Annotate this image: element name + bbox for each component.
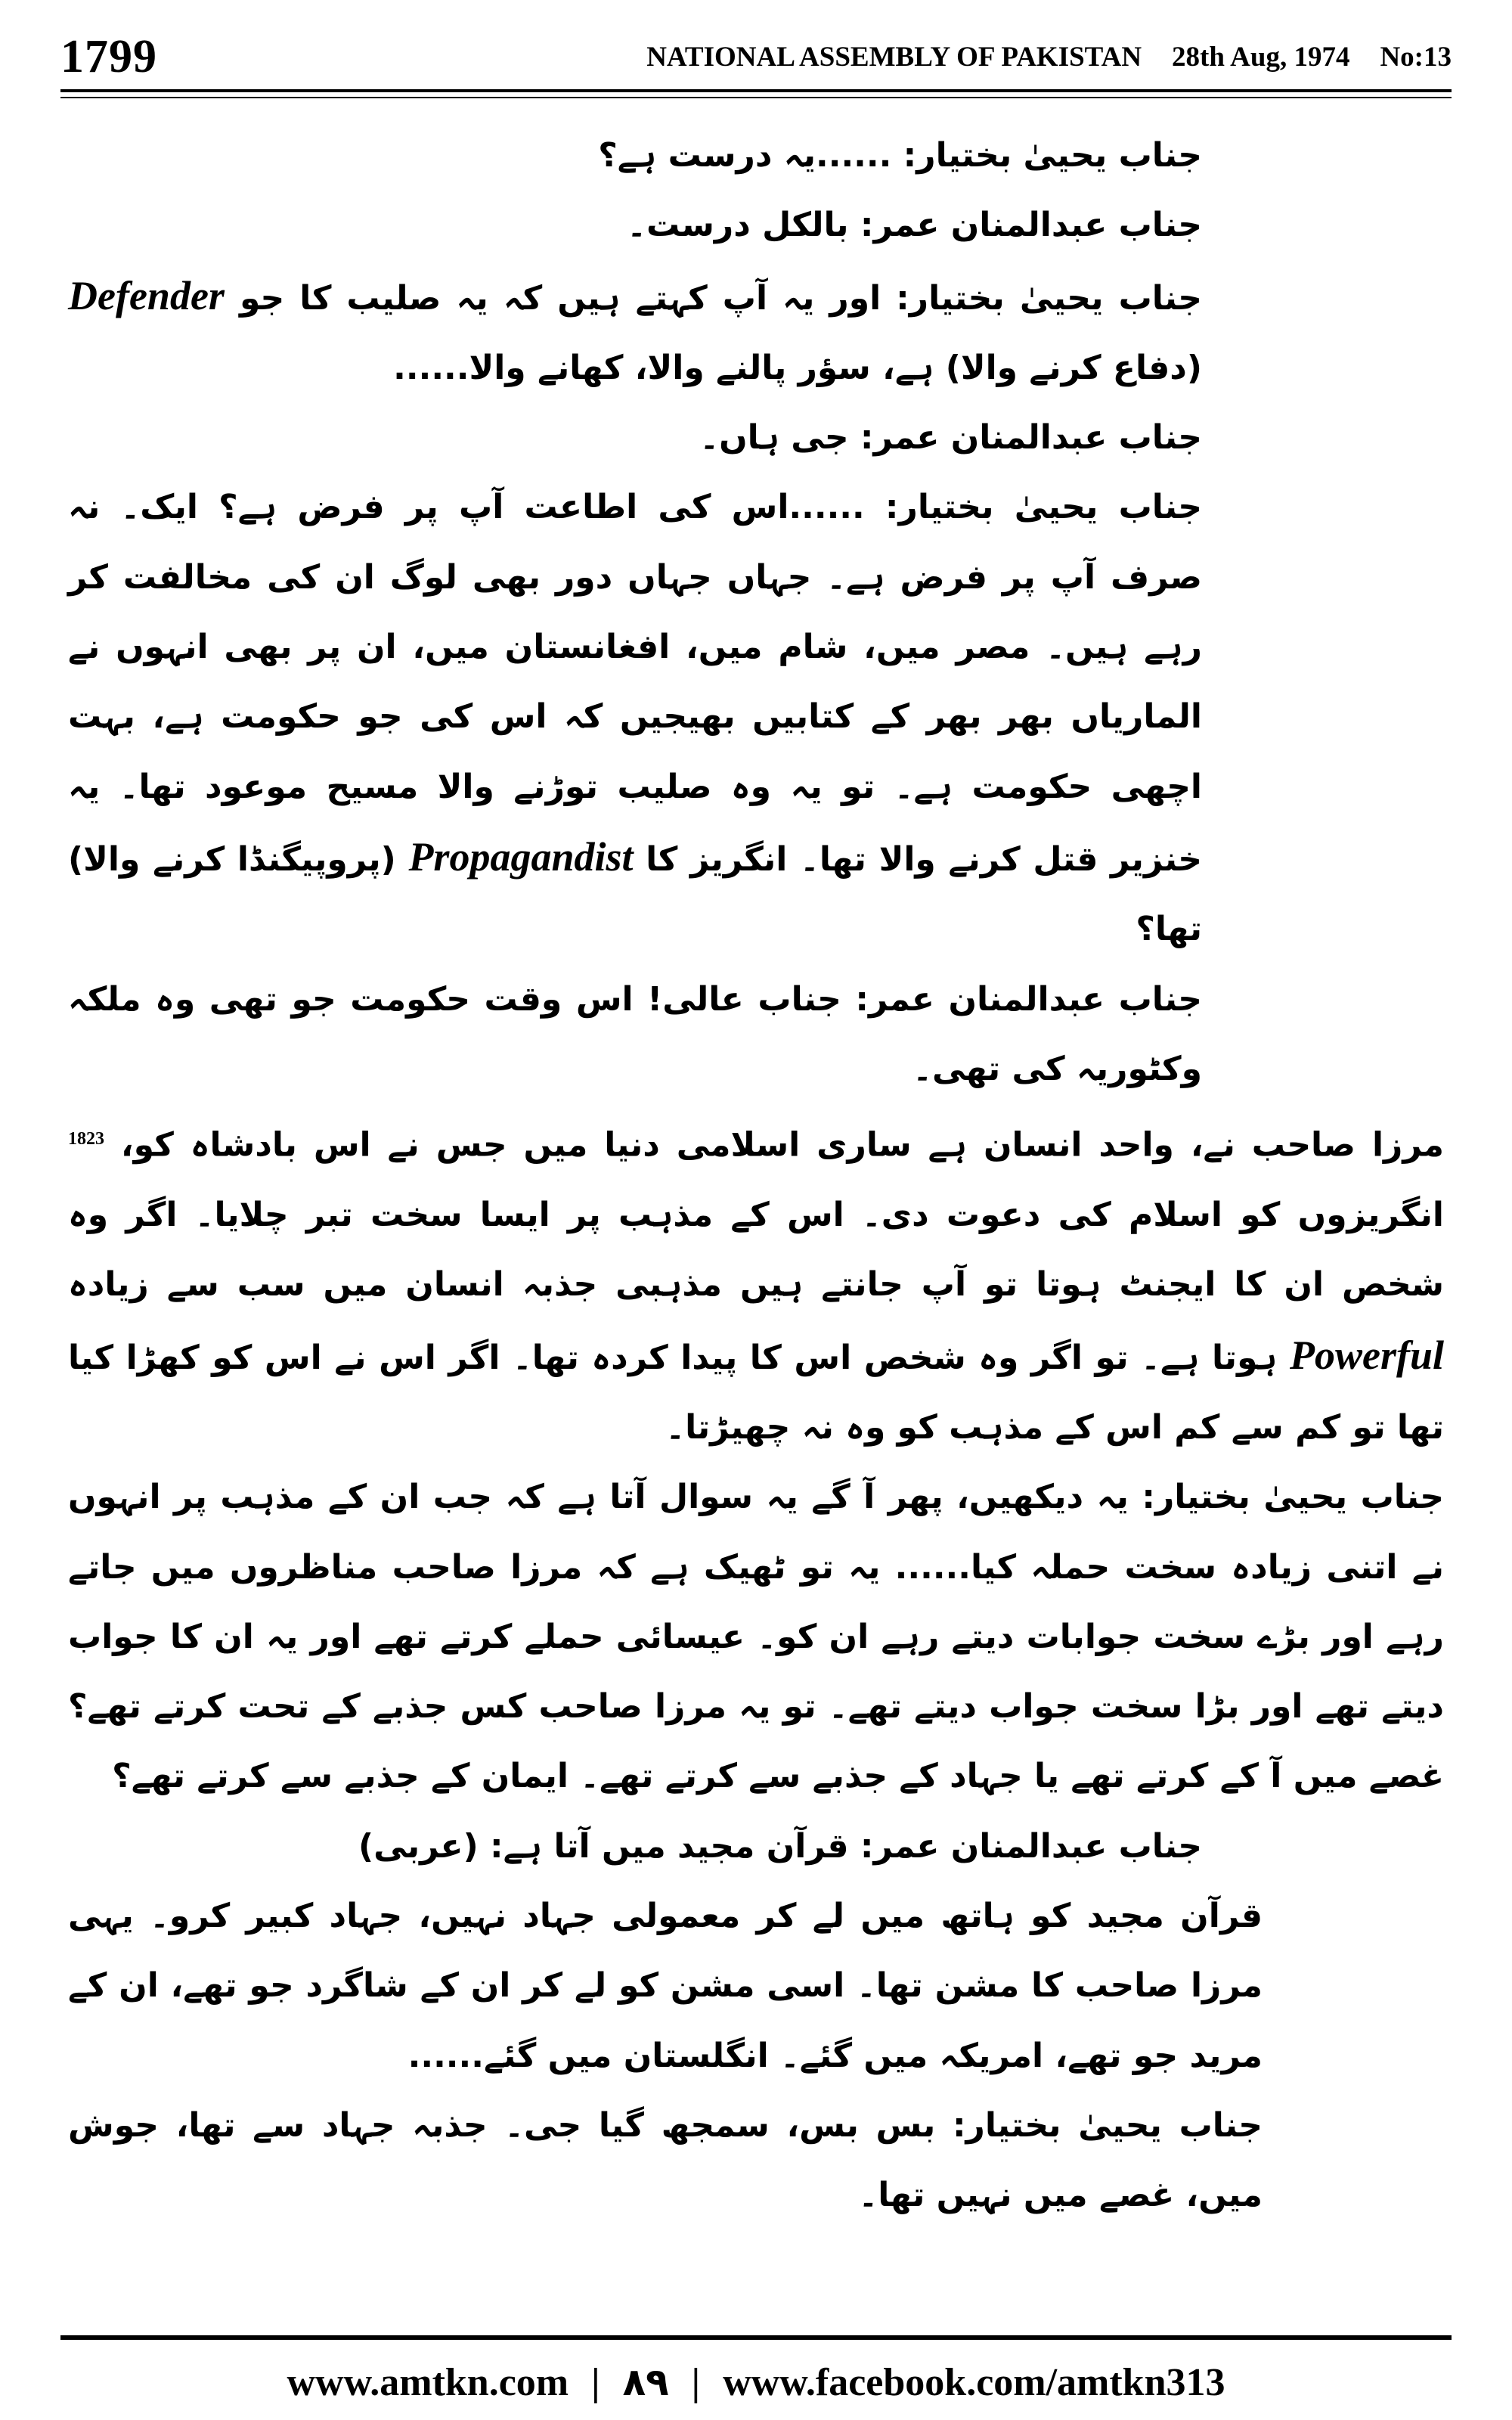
paragraph: جناب یحییٰ بختیار: ......یہ درست ہے؟ [598, 136, 1202, 175]
paragraph: جناب یحییٰ بختیار: بس بس، سمجھ گیا جی۔ جذبہ جہاد سے تھا، جوش میں، غصے میں نہیں تھا۔ [68, 2105, 1263, 2215]
issue-number: No:13 [1380, 41, 1452, 73]
paragraph [68, 1882, 1444, 2091]
publication-title: NATIONAL ASSEMBLY OF PAKISTAN [646, 41, 1142, 73]
speech-text: قرآن مجید میں آتا ہے: (عربی) [358, 1826, 849, 1866]
header-meta [646, 41, 1452, 73]
english-term: Defender [68, 272, 225, 318]
speaker-name: جناب عبدالمنان عمر [873, 1826, 1202, 1866]
paragraph: جناب یحییٰ بختیار: یہ دیکھیں، پھر آ گے یہ سوال آتا ہے کہ جب ان کے مذہب پر انہوں نے اتنی زیادہ سخت حملہ کیا...... یہ تو ٹھیک ہے کہ مرزا صاحب مناظروں میں جاتے رہے اور بڑے سخت جوابات دیتے رہے ان کو۔ عیسائی حملے کرتے تھے اور یہ ان کا جواب دیتے تھے اور بڑا سخت جواب دیتے تھے۔ تو یہ مرزا صاحب کس جذبے کے تحت کرتے تھے؟ غصے میں آ کے کرتے تھے یا جہاد کے جذبے سے کرتے تھے۔ ایمان کے جذبے سے کرتے تھے؟ [68, 1478, 1444, 1796]
page-header [60, 30, 1452, 83]
footer-rule [60, 2335, 1452, 2340]
speech-text: ......اس کی اطاعت آپ پر فرض ہے؟ ایک۔ نہ صرف آپ پر فرض ہے۔ جہاں جہاں دور بھی لوگ ان کی مخالفت کر رہے ہیں۔ مصر میں، شام میں، افغانستان میں، ان پر بھی انہوں نے الماریاں بھر بھر کے کتابیں بھیجیں کہ اس کی جو حکومت ہے، بہت اچھی حکومت ہے۔ تو یہ وہ صلیب توڑنے والا مسیح موعود تھا۔ یہ خنزیر قتل کرنے والا تھا۔ انگریز کا [68, 488, 1202, 879]
speech-text: جی ہاں۔ [699, 418, 849, 458]
paragraph: جناب عبدالمنان عمر: بالکل درست۔ [627, 206, 1202, 245]
speech-text: انگریزوں کو اسلام کی دعوت دی۔ اس کے مذہب پر ایسا سخت تبر چلایا۔ اگر وہ شخص ان کا ایجنٹ ہوتا تو آپ جانتے ہیں مذہبی جذبہ انسان میں سب سے زیادہ [68, 1196, 1444, 1305]
header-rule [60, 89, 1452, 92]
facebook-link[interactable]: www.facebook.com/amtkn313 [723, 2360, 1225, 2404]
page-footer [60, 2352, 1452, 2412]
paragraph: جناب عبدالمنان عمر: جناب عالی! اس وقت حکومت جو تھی وہ ملکہ وکٹوریہ کی تھی۔ [68, 979, 1202, 1088]
speaker-name: جناب یحییٰ بختیار [965, 2105, 1263, 2145]
speaker-name: جناب عبدالمنان عمر [873, 206, 1202, 245]
speech-text: جناب عالی! اس وقت حکومت جو تھی وہ ملکہ وکٹوریہ کی تھی۔ [68, 979, 1202, 1088]
english-term: Powerful [1289, 1332, 1444, 1378]
speech-text: ......یہ درست ہے؟ [598, 136, 892, 175]
speaker-name: جناب یحییٰ بختیار [898, 488, 1202, 527]
header-rule-thin [60, 97, 1452, 98]
speech-text: یہ دیکھیں، پھر آ گے یہ سوال آتا ہے کہ جب ان کے مذہب پر انہوں نے اتنی زیادہ سخت حملہ کیا...... یہ تو ٹھیک ہے کہ مرزا صاحب مناظروں میں جاتے رہے اور بڑے سخت جوابات دیتے رہے ان کو۔ عیسائی حملے کرتے تھے اور یہ ان کا جواب دیتے تھے اور بڑا سخت جواب دیتے تھے۔ تو یہ مرزا صاحب کس جذبے کے تحت کرتے تھے؟ غصے میں آ کے کرتے تھے یا جہاد کے جذبے سے کرتے تھے۔ ایمان کے جذبے سے کرتے تھے؟ [68, 1478, 1444, 1796]
speaker-name: جناب یحییٰ بختیار [909, 278, 1202, 318]
paragraph: جناب یحییٰ بختیار: ......اس کی اطاعت آپ پر فرض ہے؟ ایک۔ نہ صرف آپ پر فرض ہے۔ جہاں جہاں دور بھی لوگ ان کی مخالفت کر رہے ہیں۔ مصر میں، شام میں، افغانستان میں، ان پر بھی انہوں نے الماریاں بھر بھر کے کتابیں بھیجیں کہ اس کی جو حکومت ہے، بہت اچھی حکومت ہے۔ تو یہ وہ صلیب توڑنے والا مسیح موعود تھا۔ یہ خنزیر قتل کرنے والا تھا۔ انگریز کا Propagandist (پروپیگنڈا کرنے والا) تھا؟ [68, 488, 1202, 949]
english-term: Propagandist [408, 833, 634, 880]
footnote-marker: 1823 [68, 1129, 104, 1150]
speaker-name: جناب عبدالمنان عمر [868, 979, 1202, 1019]
speech-text: (پروپیگنڈا کرنے والا) تھا؟ [68, 839, 1202, 949]
paragraph: جناب عبدالمنان عمر: قرآن مجید میں آتا ہے: (عربی) [358, 1826, 1202, 1866]
session-date: 28th Aug, 1974 [1172, 41, 1350, 73]
speech-text: قرآن مجید کو ہاتھ میں لے کر معمولی جہاد نہیں، جہاد کبیر کرو۔ یہی مرزا صاحب کا مشن تھا۔ اسی مشن کو لے کر ان کے شاگرد جو تھے، ان کے مرید جو تھے، امریکہ میں گئے۔ انگلستان میں گئے...... [68, 1897, 1263, 2075]
speaker-name: جناب یحییٰ بختیار [916, 136, 1202, 175]
footer-separator: | [691, 2360, 701, 2404]
paragraph [68, 1104, 1444, 1463]
speech-text: مرزا صاحب نے، واحد انسان ہے ساری اسلامی دنیا میں جس نے اس بادشاہ کو، [120, 1125, 1445, 1165]
speech-text: (دفاع کرنے والا) ہے، سؤر پالنے والا، کھانے والا...... [393, 348, 1202, 387]
speech-text: ہوتا ہے۔ تو اگر وہ شخص اس کا پیدا کردہ تھا۔ اگر اس نے اس کو کھڑا کیا تھا تو کم سے کم اس کے مذہب کو وہ نہ چھیڑتا۔ [68, 1338, 1444, 1447]
speaker-name: جناب عبدالمنان عمر [873, 418, 1202, 458]
paragraph: جناب عبدالمنان عمر: جی ہاں۔ [699, 418, 1202, 458]
website-link[interactable]: www.amtkn.com [287, 2360, 569, 2404]
footer-separator: | [591, 2360, 600, 2404]
transcript-body [68, 121, 1444, 2299]
paragraph: جناب یحییٰ بختیار: اور یہ آپ کہتے ہیں کہ یہ صلیب کا جو Defender (دفاع کرنے والا) ہے، سؤر پالنے والا، کھانے والا...... [68, 272, 1202, 387]
footer-page-number: ۸۹ [622, 2360, 669, 2404]
speech-text: اور یہ آپ کہتے ہیں کہ یہ صلیب کا جو [239, 278, 881, 318]
speech-text: بس بس، سمجھ گیا جی۔ جذبہ جہاد سے تھا، جوش میں، غصے میں نہیں تھا۔ [68, 2105, 1263, 2215]
speaker-name: جناب یحییٰ بختیار [1154, 1478, 1444, 1517]
speech-text: بالکل درست۔ [627, 206, 849, 245]
page-number: 1799 [60, 30, 157, 82]
